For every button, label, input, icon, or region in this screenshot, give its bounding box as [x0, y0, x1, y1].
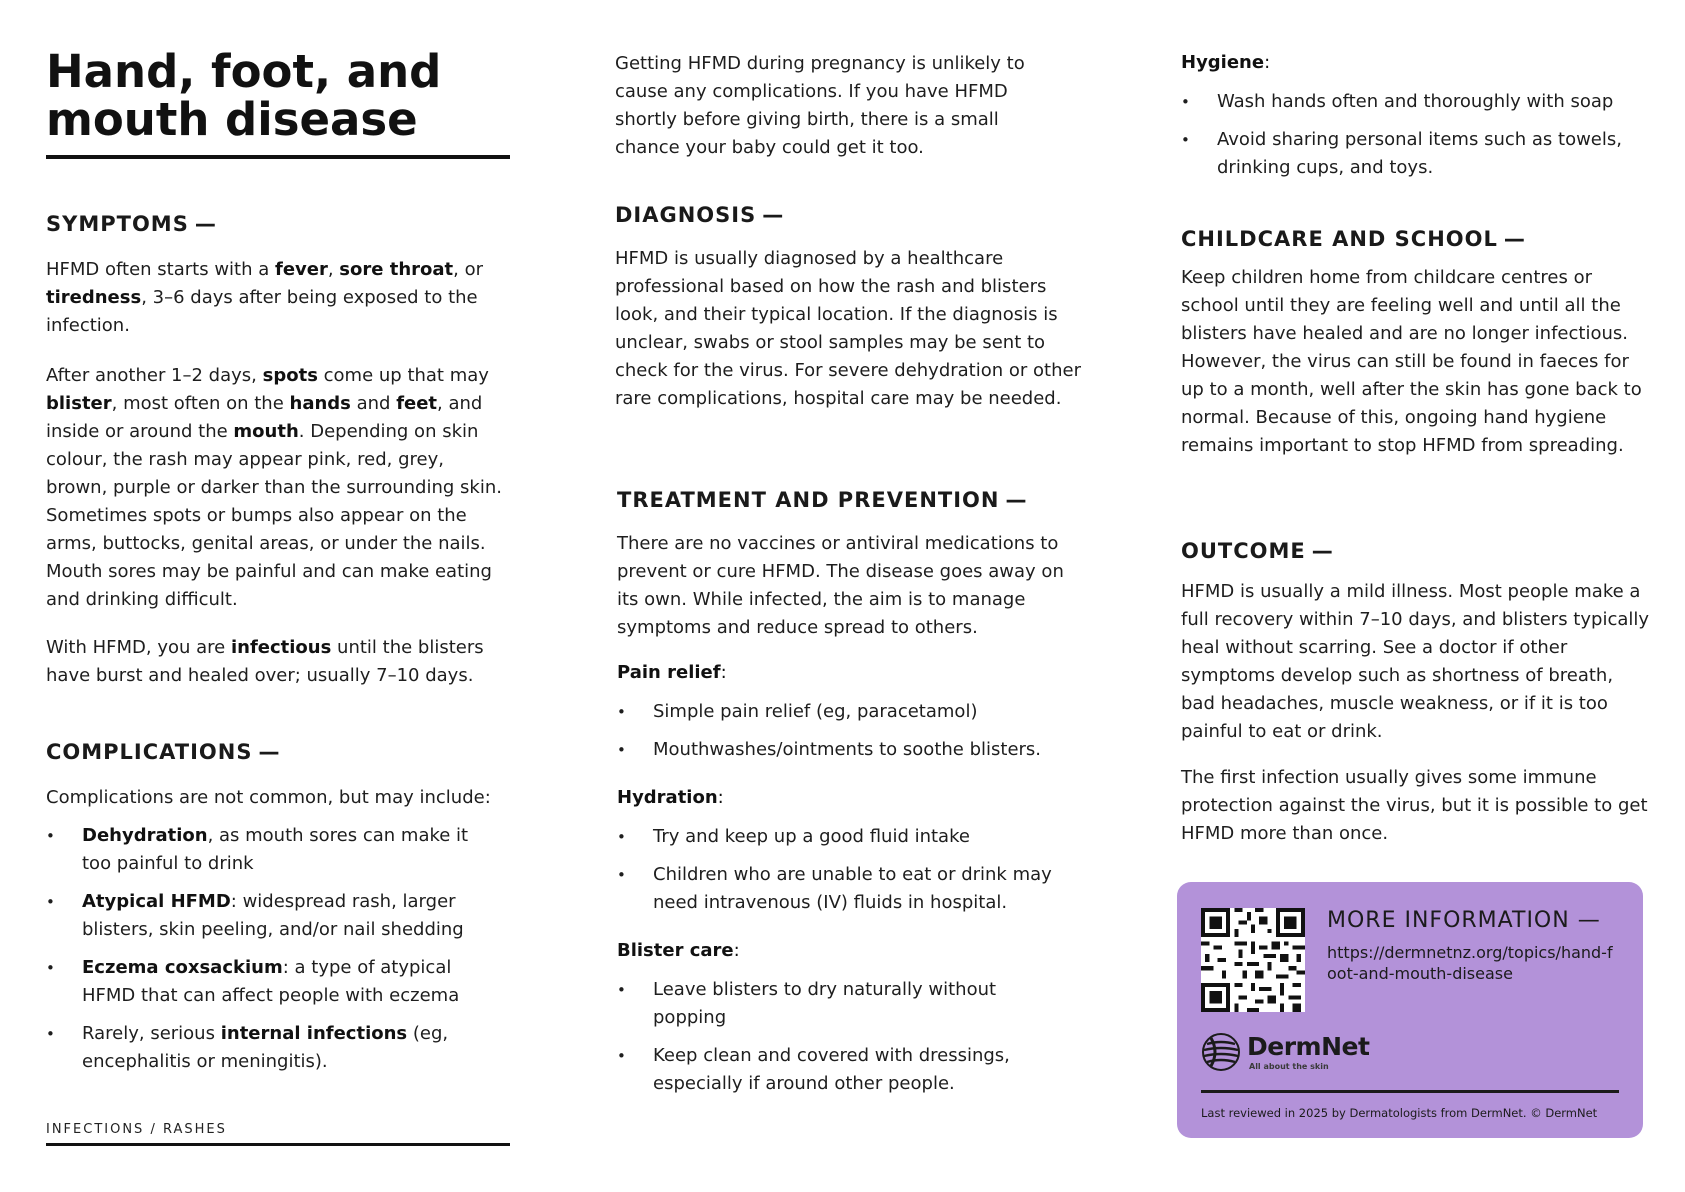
text-run: HFMD is usually a mild illness. Most people make a full recovery within 7–10 days, and blisters typically heal without scarring. See a doctor if other symptoms develop such as shortness of breath, bad headaches, muscle weakness, or if it is too painful to eat or drink. [1181, 581, 1650, 742]
dermnet-logo-icon [1201, 1032, 1241, 1072]
emphasis-text: hands [289, 393, 351, 414]
emphasis-text: fever [274, 259, 328, 280]
list-item [46, 1020, 486, 1076]
blister-care-list [617, 976, 1057, 1108]
emphasis-text: internal infections [220, 1023, 408, 1044]
symptoms-paragraph-3 [46, 634, 510, 690]
symptoms-paragraph-1 [46, 256, 510, 340]
hygiene-label: Hygiene: [1181, 52, 1271, 73]
outcome-heading: OUTCOME — [1181, 539, 1334, 563]
hygiene-list [1181, 88, 1651, 192]
more-information-heading: MORE INFORMATION — [1327, 908, 1601, 933]
text-run: , 3–6 days after being exposed to the infection. [46, 287, 478, 336]
emphasis-text: Dehydration [82, 825, 208, 846]
emphasis-text: blister [46, 393, 112, 414]
text-run: : widespread rash, larger blisters, skin peeling, and/or nail shedding [82, 891, 464, 940]
text-run: . Depending on skin colour, the rash may appear pink, red, grey, brown, purple or darker than the surrounding skin. Sometimes spots or bumps also appear on the arms, buttocks, genital areas, or under the nails. Mouth sores may be painful and can make eating and drinking difficult. [46, 421, 502, 610]
childcare-heading: CHILDCARE AND SCHOOL — [1181, 227, 1526, 251]
more-information-divider [1201, 1090, 1619, 1093]
list-item [46, 888, 486, 944]
outcome-paragraph-1 [1181, 578, 1651, 746]
text-run: (eg, encephalitis or meningitis). [82, 1023, 449, 1072]
hydration-list [617, 823, 1087, 927]
text-run: : a type of atypical HFMD that can affect people with eczema [82, 957, 460, 1006]
pregnancy-paragraph [615, 50, 1055, 162]
emphasis-text: mouth [233, 421, 299, 442]
list-item [1181, 88, 1651, 116]
text-run: come up that may [317, 365, 489, 386]
list-item [617, 861, 1087, 917]
footer-category: INFECTIONS / RASHES [46, 1122, 227, 1137]
hydration-label: Hydration: [617, 787, 724, 808]
pain-relief-label: Pain relief: [617, 662, 727, 683]
text-run: Keep children home from childcare centres or school until they are feeling well and until all the blisters have healed and are no longer infectious. However, the virus can still be found in faeces for up to a month, well after the skin has gone back to normal. Because of this, ongoing hand hygiene remains important to stop HFMD from spreading. [1181, 267, 1642, 456]
text-run: There are no vaccines or antiviral medications to prevent or cure HFMD. The disease goes away on its own. While infected, the aim is to manage symptoms and reduce spread to others. [617, 533, 1064, 638]
symptoms-heading: SYMPTOMS — [46, 212, 217, 236]
dermnet-logo [1201, 1032, 1401, 1076]
list-item [617, 736, 1087, 764]
text-run: Wash hands often and thoroughly with soap [1217, 91, 1614, 112]
text-run: With HFMD, you are [46, 637, 231, 658]
diagnosis-paragraph [615, 245, 1085, 413]
treatment-heading: TREATMENT AND PREVENTION — [617, 488, 1028, 512]
emphasis-text: sore throat [339, 259, 454, 280]
text-run: and [350, 393, 397, 414]
symptoms-paragraph-2 [46, 362, 510, 614]
text-run: until the blisters have burst and healed over; usually 7–10 days. [46, 637, 484, 686]
list-item [617, 1042, 1057, 1098]
childcare-paragraph [1181, 264, 1651, 460]
text-run: Keep clean and covered with dressings, especially if around other people. [653, 1045, 1010, 1094]
blister-care-label: Blister care: [617, 940, 740, 961]
text-run: , most often on the [111, 393, 290, 414]
text-run: Simple pain relief (eg, paracetamol) [653, 701, 978, 722]
list-item [1181, 126, 1651, 182]
text-run: After another 1–2 days, [46, 365, 263, 386]
list-item [617, 976, 1057, 1032]
text-run: The first infection usually gives some immune protection against the virus, but it is possible to get HFMD more than once. [1181, 767, 1648, 844]
more-information-panel [1177, 882, 1643, 1138]
page-title: Hand, foot, and mouth disease [46, 45, 442, 146]
list-item [46, 954, 486, 1010]
emphasis-text: tiredness [46, 287, 142, 308]
qr-code[interactable] [1201, 908, 1305, 1012]
footer-divider [46, 1143, 510, 1146]
dermnet-logo-text: DermNet [1247, 1032, 1370, 1061]
text-run: , or [453, 259, 484, 280]
text-run: Avoid sharing personal items such as towels, drinking cups, and toys. [1217, 129, 1622, 178]
text-run: Mouthwashes/ointments to soothe blisters. [653, 739, 1042, 760]
diagnosis-heading: DIAGNOSIS — [615, 203, 785, 227]
outcome-paragraph-2 [1181, 764, 1651, 848]
emphasis-text: infectious [230, 637, 332, 658]
text-run: , and inside or around the [46, 393, 483, 442]
text-run: HFMD often starts with a [46, 259, 275, 280]
text-run: Children who are unable to eat or drink may need intravenous (IV) fluids in hospital. [653, 864, 1052, 913]
more-information-link[interactable]: https://dermnetnz.org/topics/hand-foot-and-mouth-disease [1327, 943, 1613, 983]
emphasis-text: feet [396, 393, 438, 414]
text-run: , [327, 259, 340, 280]
emphasis-text: Eczema coxsackium [82, 957, 283, 978]
text-run: Try and keep up a good fluid intake [653, 826, 970, 847]
emphasis-text: spots [262, 365, 318, 386]
text-run: HFMD is usually diagnosed by a healthcare professional based on how the rash and blisters look, and their typical location. If the diagnosis is unclear, swabs or stool samples may be sent to check for the virus. For severe dehydration or other rare complications, hospital care may be needed. [615, 248, 1081, 409]
list-item [617, 698, 1087, 726]
text-run: Leave blisters to dry naturally without popping [653, 979, 997, 1028]
complications-heading: COMPLICATIONS — [46, 740, 281, 764]
text-run: Rarely, serious [82, 1023, 221, 1044]
text-run: Getting HFMD during pregnancy is unlikely to cause any complications. If you have HFMD shortly before giving birth, there is a small chance your baby could get it too. [615, 53, 1025, 158]
emphasis-text: Atypical HFMD [82, 891, 231, 912]
complications-list [46, 822, 486, 1086]
dermnet-logo-tagline: All about the skin [1249, 1062, 1329, 1071]
pain-relief-list [617, 698, 1087, 774]
list-item [46, 822, 486, 878]
complications-intro: Complications are not common, but may include: [46, 787, 491, 808]
treatment-paragraph [617, 530, 1087, 642]
last-reviewed-note: Last reviewed in 2025 by Dermatologists from DermNet. © DermNet [1201, 1106, 1598, 1120]
list-item [617, 823, 1087, 851]
text-run: , as mouth sores can make it too painful to drink [82, 825, 469, 874]
title-divider [46, 155, 510, 159]
